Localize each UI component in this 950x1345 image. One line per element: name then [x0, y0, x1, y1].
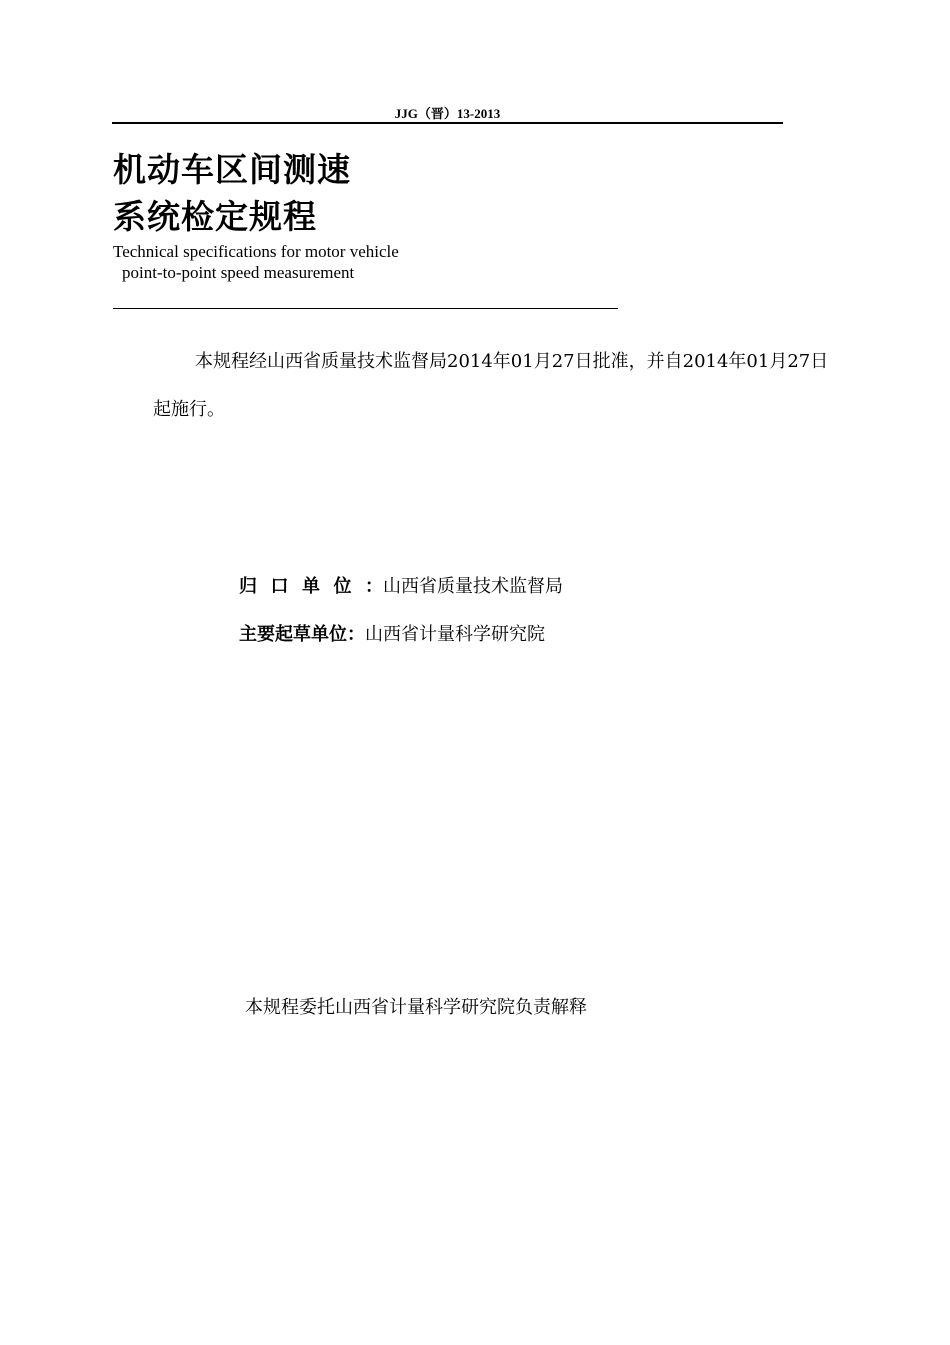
drafting-unit-row	[239, 622, 545, 648]
english-title-line-2: point-to-point speed measurement	[122, 263, 355, 282]
standard-code: JJG（晋）13-2013	[394, 106, 501, 121]
header-rule	[112, 122, 783, 124]
responsible-unit-colon: ：	[365, 576, 383, 597]
approval-statement: 本规程经山西省质量技术监督局2014年01月27日批准，并自2014年01月27日起施行。	[153, 351, 829, 420]
label-char: 归	[239, 576, 257, 597]
title-rule	[113, 308, 618, 309]
responsible-unit-value: 山西省质量技术监督局	[383, 576, 563, 597]
responsible-unit-label	[239, 574, 365, 600]
interpretation-statement: 本规程委托山西省计量科学研究院负责解释	[245, 997, 587, 1018]
drafting-unit-label: 主要起草单位：	[239, 624, 365, 645]
label-char: 单	[302, 576, 320, 597]
drafting-unit-value: 山西省计量科学研究院	[365, 624, 545, 645]
english-title-line-1: Technical specifications for motor vehicle	[113, 242, 399, 261]
label-char: 位	[333, 576, 352, 597]
responsible-unit-row	[239, 574, 563, 600]
chinese-title-line-1: 机动车区间测速	[113, 150, 351, 189]
chinese-title-line-2: 系统检定规程	[113, 197, 317, 236]
label-char: 口	[270, 576, 289, 597]
